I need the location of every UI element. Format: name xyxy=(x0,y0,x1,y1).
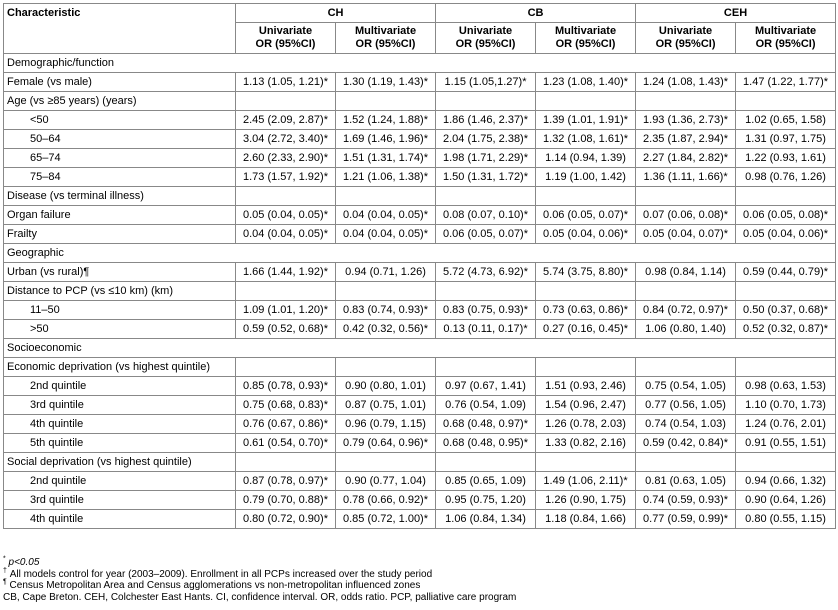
table-row xyxy=(4,510,836,529)
table-row xyxy=(4,244,836,263)
value-cell: 1.98 (1.71, 2.29)* xyxy=(436,149,536,168)
table-row xyxy=(4,149,836,168)
table-row xyxy=(4,339,836,358)
value-cell: 5.72 (4.73, 6.92)* xyxy=(436,263,536,282)
empty-cell xyxy=(436,282,536,301)
value-cell: 0.84 (0.72, 0.97)* xyxy=(636,301,736,320)
section-label: Social deprivation (vs highest quintile) xyxy=(4,453,236,472)
value-cell: 0.73 (0.63, 0.86)* xyxy=(536,301,636,320)
value-cell: 1.19 (1.00, 1.42) xyxy=(536,168,636,187)
table-row xyxy=(4,301,836,320)
value-cell: 0.78 (0.66, 0.92)* xyxy=(336,491,436,510)
row-label: >50 xyxy=(4,320,236,339)
footnotes xyxy=(3,557,516,603)
empty-cell xyxy=(536,453,636,472)
value-cell: 1.30 (1.19, 1.43)* xyxy=(336,73,436,92)
value-cell: 2.27 (1.84, 2.82)* xyxy=(636,149,736,168)
empty-cell xyxy=(436,187,536,206)
value-cell: 0.05 (0.04, 0.07)* xyxy=(636,225,736,244)
value-cell: 0.85 (0.65, 1.09) xyxy=(436,472,536,491)
value-cell: 0.76 (0.67, 0.86)* xyxy=(236,415,336,434)
empty-cell xyxy=(536,187,636,206)
footnote: * p<0.05 xyxy=(3,555,40,568)
value-cell: 1.52 (1.24, 1.88)* xyxy=(336,111,436,130)
value-cell: 0.05 (0.04, 0.06)* xyxy=(736,225,836,244)
value-cell: 0.98 (0.76, 1.26) xyxy=(736,168,836,187)
table-row xyxy=(4,73,836,92)
row-label: 4th quintile xyxy=(4,415,236,434)
value-cell: 1.51 (1.31, 1.74)* xyxy=(336,149,436,168)
value-cell: 1.39 (1.01, 1.91)* xyxy=(536,111,636,130)
value-cell: 1.26 (0.90, 1.75) xyxy=(536,491,636,510)
value-cell: 0.96 (0.79, 1.15) xyxy=(336,415,436,434)
subheader-univariate: Univariate OR (95%CI) xyxy=(436,23,536,54)
value-cell: 1.50 (1.31, 1.72)* xyxy=(436,168,536,187)
value-cell: 0.04 (0.04, 0.05)* xyxy=(336,206,436,225)
value-cell: 1.10 (0.70, 1.73) xyxy=(736,396,836,415)
empty-cell xyxy=(736,282,836,301)
value-cell: 0.59 (0.42, 0.84)* xyxy=(636,434,736,453)
value-cell: 0.06 (0.05, 0.07)* xyxy=(536,206,636,225)
table-row xyxy=(4,472,836,491)
value-cell: 1.66 (1.44, 1.92)* xyxy=(236,263,336,282)
value-cell: 1.49 (1.06, 2.11)* xyxy=(536,472,636,491)
table-row xyxy=(4,415,836,434)
empty-cell xyxy=(636,282,736,301)
row-label: 50–64 xyxy=(4,130,236,149)
table-row xyxy=(4,92,836,111)
value-cell: 0.59 (0.44, 0.79)* xyxy=(736,263,836,282)
value-cell: 2.04 (1.75, 2.38)* xyxy=(436,130,536,149)
value-cell: 1.26 (0.78, 2.03) xyxy=(536,415,636,434)
empty-cell xyxy=(236,282,336,301)
row-label: 11–50 xyxy=(4,301,236,320)
value-cell: 0.83 (0.74, 0.93)* xyxy=(336,301,436,320)
row-label: Frailty xyxy=(4,225,236,244)
value-cell: 0.97 (0.67, 1.41) xyxy=(436,377,536,396)
group-header-ch: CH xyxy=(236,4,436,23)
value-cell: 0.06 (0.05, 0.07)* xyxy=(436,225,536,244)
header-row-groups xyxy=(4,4,836,23)
value-cell: 2.35 (1.87, 2.94)* xyxy=(636,130,736,149)
group-header-ceh: CEH xyxy=(636,4,836,23)
section-label: Demographic/function xyxy=(4,54,836,73)
odds-ratio-table xyxy=(3,3,836,529)
empty-cell xyxy=(236,187,336,206)
value-cell: 0.50 (0.37, 0.68)* xyxy=(736,301,836,320)
row-label: Female (vs male) xyxy=(4,73,236,92)
empty-cell xyxy=(436,453,536,472)
empty-cell xyxy=(436,358,536,377)
value-cell: 0.81 (0.63, 1.05) xyxy=(636,472,736,491)
empty-cell xyxy=(736,187,836,206)
table-row xyxy=(4,225,836,244)
table-row xyxy=(4,54,836,73)
empty-cell xyxy=(336,92,436,111)
value-cell: 0.79 (0.64, 0.96)* xyxy=(336,434,436,453)
value-cell: 1.47 (1.22, 1.77)* xyxy=(736,73,836,92)
row-label: Organ failure xyxy=(4,206,236,225)
value-cell: 0.04 (0.04, 0.05)* xyxy=(236,225,336,244)
value-cell: 0.83 (0.75, 0.93)* xyxy=(436,301,536,320)
section-label: Economic deprivation (vs highest quintile) xyxy=(4,358,236,377)
row-label: 65–74 xyxy=(4,149,236,168)
empty-cell xyxy=(736,453,836,472)
empty-cell xyxy=(236,92,336,111)
value-cell: 0.75 (0.54, 1.05) xyxy=(636,377,736,396)
table-row xyxy=(4,282,836,301)
empty-cell xyxy=(336,282,436,301)
value-cell: 0.79 (0.70, 0.88)* xyxy=(236,491,336,510)
row-label: <50 xyxy=(4,111,236,130)
value-cell: 0.98 (0.63, 1.53) xyxy=(736,377,836,396)
empty-cell xyxy=(336,187,436,206)
table-row xyxy=(4,434,836,453)
value-cell: 2.45 (2.09, 2.87)* xyxy=(236,111,336,130)
section-label: Distance to PCP (vs ≤10 km) (km) xyxy=(4,282,236,301)
table-row xyxy=(4,377,836,396)
value-cell: 0.91 (0.55, 1.51) xyxy=(736,434,836,453)
footnote: † All models control for year (2003–2009). Enrollment in all PCPs increased over the study period xyxy=(3,567,433,580)
value-cell: 0.87 (0.75, 1.01) xyxy=(336,396,436,415)
value-cell: 1.24 (0.76, 2.01) xyxy=(736,415,836,434)
value-cell: 0.85 (0.78, 0.93)* xyxy=(236,377,336,396)
value-cell: 0.85 (0.72, 1.00)* xyxy=(336,510,436,529)
value-cell: 0.94 (0.66, 1.32) xyxy=(736,472,836,491)
value-cell: 1.22 (0.93, 1.61) xyxy=(736,149,836,168)
empty-cell xyxy=(536,92,636,111)
value-cell: 1.15 (1.05,1.27)* xyxy=(436,73,536,92)
value-cell: 1.21 (1.06, 1.38)* xyxy=(336,168,436,187)
value-cell: 0.75 (0.68, 0.83)* xyxy=(236,396,336,415)
value-cell: 1.51 (0.93, 2.46) xyxy=(536,377,636,396)
value-cell: 2.60 (2.33, 2.90)* xyxy=(236,149,336,168)
value-cell: 3.04 (2.72, 3.40)* xyxy=(236,130,336,149)
subheader-univariate: Univariate OR (95%CI) xyxy=(636,23,736,54)
value-cell: 1.54 (0.96, 2.47) xyxy=(536,396,636,415)
row-label: 4th quintile xyxy=(4,510,236,529)
value-cell: 0.77 (0.56, 1.05) xyxy=(636,396,736,415)
value-cell: 0.27 (0.16, 0.45)* xyxy=(536,320,636,339)
table-row xyxy=(4,396,836,415)
value-cell: 0.04 (0.04, 0.05)* xyxy=(336,225,436,244)
empty-cell xyxy=(636,187,736,206)
value-cell: 1.32 (1.08, 1.61)* xyxy=(536,130,636,149)
group-header-cb: CB xyxy=(436,4,636,23)
row-label: 3rd quintile xyxy=(4,396,236,415)
empty-cell xyxy=(736,92,836,111)
empty-cell xyxy=(436,92,536,111)
value-cell: 1.23 (1.08, 1.40)* xyxy=(536,73,636,92)
empty-cell xyxy=(236,453,336,472)
table-row xyxy=(4,491,836,510)
value-cell: 5.74 (3.75, 8.80)* xyxy=(536,263,636,282)
value-cell: 1.06 (0.80, 1.40) xyxy=(636,320,736,339)
empty-cell xyxy=(336,453,436,472)
value-cell: 0.98 (0.84, 1.14) xyxy=(636,263,736,282)
table-row xyxy=(4,453,836,472)
value-cell: 1.31 (0.97, 1.75) xyxy=(736,130,836,149)
empty-cell xyxy=(636,92,736,111)
value-cell: 1.09 (1.01, 1.20)* xyxy=(236,301,336,320)
table-row xyxy=(4,168,836,187)
value-cell: 1.36 (1.11, 1.66)* xyxy=(636,168,736,187)
value-cell: 0.05 (0.04, 0.06)* xyxy=(536,225,636,244)
row-label: 5th quintile xyxy=(4,434,236,453)
table-row xyxy=(4,263,836,282)
row-label: 2nd quintile xyxy=(4,472,236,491)
value-cell: 0.90 (0.64, 1.26) xyxy=(736,491,836,510)
value-cell: 0.80 (0.55, 1.15) xyxy=(736,510,836,529)
table-row xyxy=(4,187,836,206)
empty-cell xyxy=(536,358,636,377)
value-cell: 0.94 (0.71, 1.26) xyxy=(336,263,436,282)
value-cell: 0.74 (0.59, 0.93)* xyxy=(636,491,736,510)
value-cell: 0.77 (0.59, 0.99)* xyxy=(636,510,736,529)
footnote: CB, Cape Breton. CEH, Colchester East Hants. CI, confidence interval. OR, odds ratio. PCP, palliative care program xyxy=(3,591,517,603)
value-cell: 1.13 (1.05, 1.21)* xyxy=(236,73,336,92)
section-label: Geographic xyxy=(4,244,836,263)
table-row xyxy=(4,130,836,149)
value-cell: 0.74 (0.54, 1.03) xyxy=(636,415,736,434)
subheader-multivariate: Multivariate OR (95%CI) xyxy=(536,23,636,54)
value-cell: 0.52 (0.32, 0.87)* xyxy=(736,320,836,339)
section-label: Socioeconomic xyxy=(4,339,836,358)
value-cell: 1.93 (1.36, 2.73)* xyxy=(636,111,736,130)
table-row xyxy=(4,206,836,225)
empty-cell xyxy=(636,358,736,377)
value-cell: 0.07 (0.06, 0.08)* xyxy=(636,206,736,225)
value-cell: 0.42 (0.32, 0.56)* xyxy=(336,320,436,339)
value-cell: 0.05 (0.04, 0.05)* xyxy=(236,206,336,225)
row-label: 75–84 xyxy=(4,168,236,187)
value-cell: 0.76 (0.54, 1.09) xyxy=(436,396,536,415)
value-cell: 0.13 (0.11, 0.17)* xyxy=(436,320,536,339)
row-label: 2nd quintile xyxy=(4,377,236,396)
row-label: 3rd quintile xyxy=(4,491,236,510)
subheader-univariate: Univariate OR (95%CI) xyxy=(236,23,336,54)
table-body xyxy=(4,54,836,529)
row-label: Urban (vs rural)¶ xyxy=(4,263,236,282)
value-cell: 0.87 (0.78, 0.97)* xyxy=(236,472,336,491)
empty-cell xyxy=(236,358,336,377)
empty-cell xyxy=(636,453,736,472)
value-cell: 1.02 (0.65, 1.58) xyxy=(736,111,836,130)
value-cell: 1.86 (1.46, 2.37)* xyxy=(436,111,536,130)
section-label: Age (vs ≥85 years) (years) xyxy=(4,92,236,111)
footnote: ¶ Census Metropolitan Area and Census agglomerations vs non-metropolitan influenced zones xyxy=(3,578,421,591)
empty-cell xyxy=(536,282,636,301)
value-cell: 1.14 (0.94, 1.39) xyxy=(536,149,636,168)
characteristic-header: Characteristic xyxy=(4,4,236,54)
empty-cell xyxy=(336,358,436,377)
value-cell: 0.90 (0.77, 1.04) xyxy=(336,472,436,491)
value-cell: 0.90 (0.80, 1.01) xyxy=(336,377,436,396)
section-label: Disease (vs terminal illness) xyxy=(4,187,236,206)
table-row xyxy=(4,358,836,377)
value-cell: 0.68 (0.48, 0.95)* xyxy=(436,434,536,453)
value-cell: 1.69 (1.46, 1.96)* xyxy=(336,130,436,149)
value-cell: 1.24 (1.08, 1.43)* xyxy=(636,73,736,92)
table-row xyxy=(4,320,836,339)
value-cell: 0.80 (0.72, 0.90)* xyxy=(236,510,336,529)
value-cell: 0.59 (0.52, 0.68)* xyxy=(236,320,336,339)
value-cell: 1.73 (1.57, 1.92)* xyxy=(236,168,336,187)
subheader-multivariate: Multivariate OR (95%CI) xyxy=(336,23,436,54)
value-cell: 1.06 (0.84, 1.34) xyxy=(436,510,536,529)
value-cell: 0.61 (0.54, 0.70)* xyxy=(236,434,336,453)
value-cell: 0.95 (0.75, 1.20) xyxy=(436,491,536,510)
subheader-multivariate: Multivariate OR (95%CI) xyxy=(736,23,836,54)
value-cell: 0.68 (0.48, 0.97)* xyxy=(436,415,536,434)
value-cell: 1.18 (0.84, 1.66) xyxy=(536,510,636,529)
value-cell: 0.06 (0.05, 0.08)* xyxy=(736,206,836,225)
table-row xyxy=(4,111,836,130)
empty-cell xyxy=(736,358,836,377)
results-table-container xyxy=(3,3,835,529)
value-cell: 0.08 (0.07, 0.10)* xyxy=(436,206,536,225)
value-cell: 1.33 (0.82, 2.16) xyxy=(536,434,636,453)
